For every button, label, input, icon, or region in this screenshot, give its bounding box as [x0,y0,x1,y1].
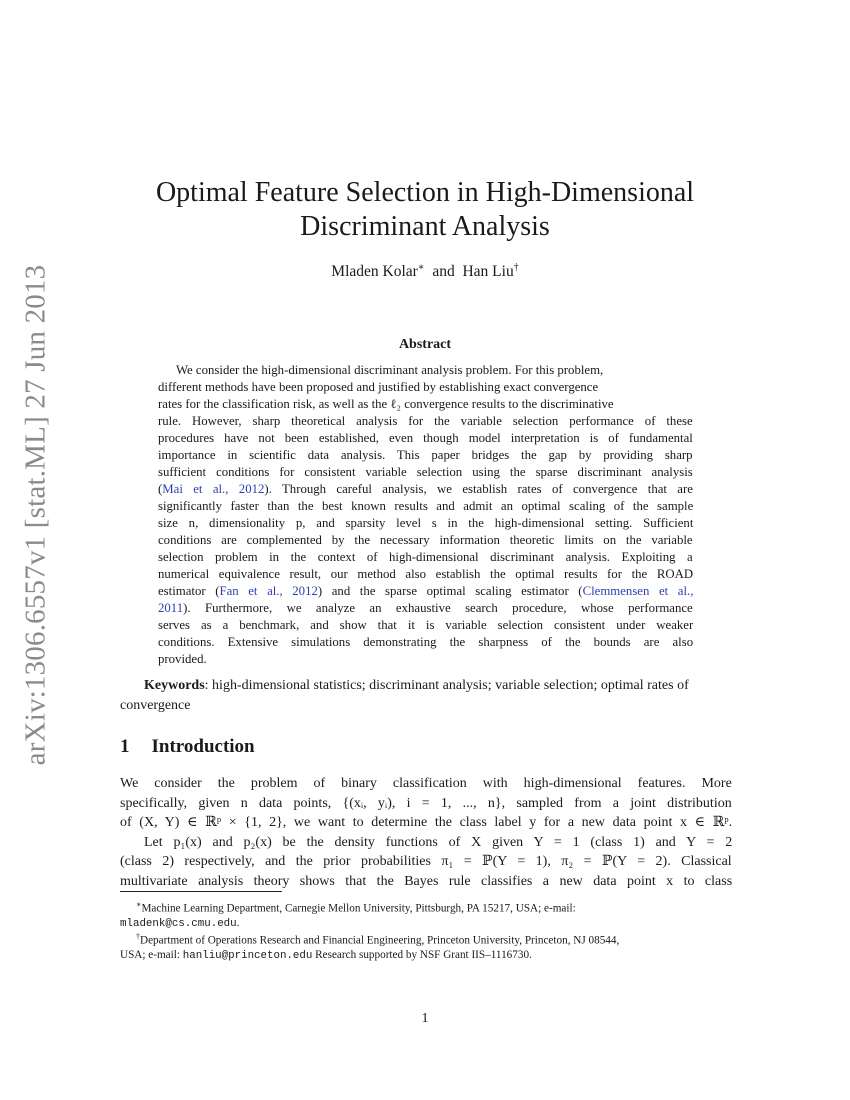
intro-line: We consider the problem of binary classification with high-dimensional features. More [120,776,732,791]
authors: Mladen Kolar∗ and Han Liu† [331,262,519,281]
abstract-line: rates for the classification risk, as well as the ℓ₂ convergence results to the discriminative [158,397,614,411]
abstract-line: sufficient conditions for consistent variable selection using the sparse discriminant analysis [158,465,693,479]
citation-link[interactable]: Fan et al., 2012 [219,584,318,598]
abstract-line: significantly faster than the best known results and admit an optimal scaling of the sample [158,499,694,513]
email-link: mladenk@cs.cmu.edu [120,918,237,931]
section-heading: 1 Introduction [120,736,255,757]
intro-line: specifically, given n data points, {(xᵢ, yᵢ), i = 1, ..., n}, sampled from a joint distribution [120,795,732,811]
abstract-line: selection problem in the context of high-dimensional discriminant analysis. Exploiting a [158,550,693,564]
arxiv-side-label: arXiv:1306.6557v1 [stat.ML] 27 Jun 2013 [19,264,52,766]
footnote-rule [120,891,282,892]
abstract-line: (Mai et al., 2012). Through careful analysis, we establish rates of convergence that are [158,482,693,496]
paper-title-line-2: Discriminant Analysis [300,211,550,242]
abstract-line: 2011). Furthermore, we analyze an exhaustive search procedure, whose performance [158,601,693,615]
abstract-line: estimator (Fan et al., 2012) and the sparse optimal scaling estimator (Clemmensen et al., [158,584,694,598]
citation-link[interactable]: Clemmensen et al., [582,584,694,598]
abstract-line: conditions. Extensive simulations demonstrating the sharpness of the bounds are also [158,635,694,649]
abstract-line: serves as a benchmark, and show that it is variable selection consistent under weaker [158,618,694,632]
page-number: 1 [421,1011,429,1026]
citation-link[interactable]: Mai et al., 2012 [162,482,265,496]
citation-link[interactable]: 2011 [158,601,184,615]
abstract-line: different methods have been proposed and justified by establishing exact convergence [158,380,599,394]
abstract-line: numerical equivalence result, our method also establish the optimal results for the ROAD [158,567,694,581]
keywords [120,676,732,716]
keywords-label: Keywords [144,678,205,693]
email-link: hanliu@princeton.edu [182,950,313,963]
footnote-2: †Department of Operations Research and Financial Engineering, Princeton University, Princeton, NJ 08544, USA; e-mail: hanliu@princeton.edu Research supported by NSF Grant IIS–1116730. [120,932,620,963]
paper-title-line-1: Optimal Feature Selection in High-Dimensional [155,177,695,208]
abstract-heading: Abstract [398,337,452,352]
keywords-text: : high-dimensional statistics; discriminant analysis; variable selection; optimal rates of convergence [120,678,689,713]
abstract-line: provided. [158,652,207,666]
intro-line: (class 2) respectively, and the prior probabilities π₁ = ℙ(Y = 1), π₂ = ℙ(Y = 2). Classical [120,854,732,869]
abstract-line: We consider the high-dimensional discriminant analysis problem. For this problem, [176,363,604,377]
abstract-line: procedures have not been established, even though model interpretation is of fundamental [158,431,693,445]
footnote-1: ∗Machine Learning Department, Carnegie Mellon University, Pittsburgh, PA 15217, USA; e-mail: mladenk@cs.cmu.edu. [120,900,576,931]
abstract-line: importance in scientific data analysis. This paper bridges the gap by providing sharp [158,448,693,462]
intro-line: Let p₁(x) and p₂(x) be the density functions of X given Y = 1 (class 1) and Y = 2 [144,834,733,850]
intro-line: multivariate analysis theory shows that the Bayes rule classifies a new data point x to class [120,873,733,889]
abstract-line: rule. However, sharp theoretical analysis for the variable selection performance of these [158,414,693,428]
abstract-line: size n, dimensionality p, and sparsity level s in the high-dimensional setting. Sufficient [158,516,694,530]
abstract-line: conditions are complemented by the necessary information theoretic limits on the variable [158,533,693,547]
intro-line: of (X, Y) ∈ ℝᵖ × {1, 2}, we want to determine the class label y for a new data point x ∈ ℝᵖ. [120,815,733,830]
